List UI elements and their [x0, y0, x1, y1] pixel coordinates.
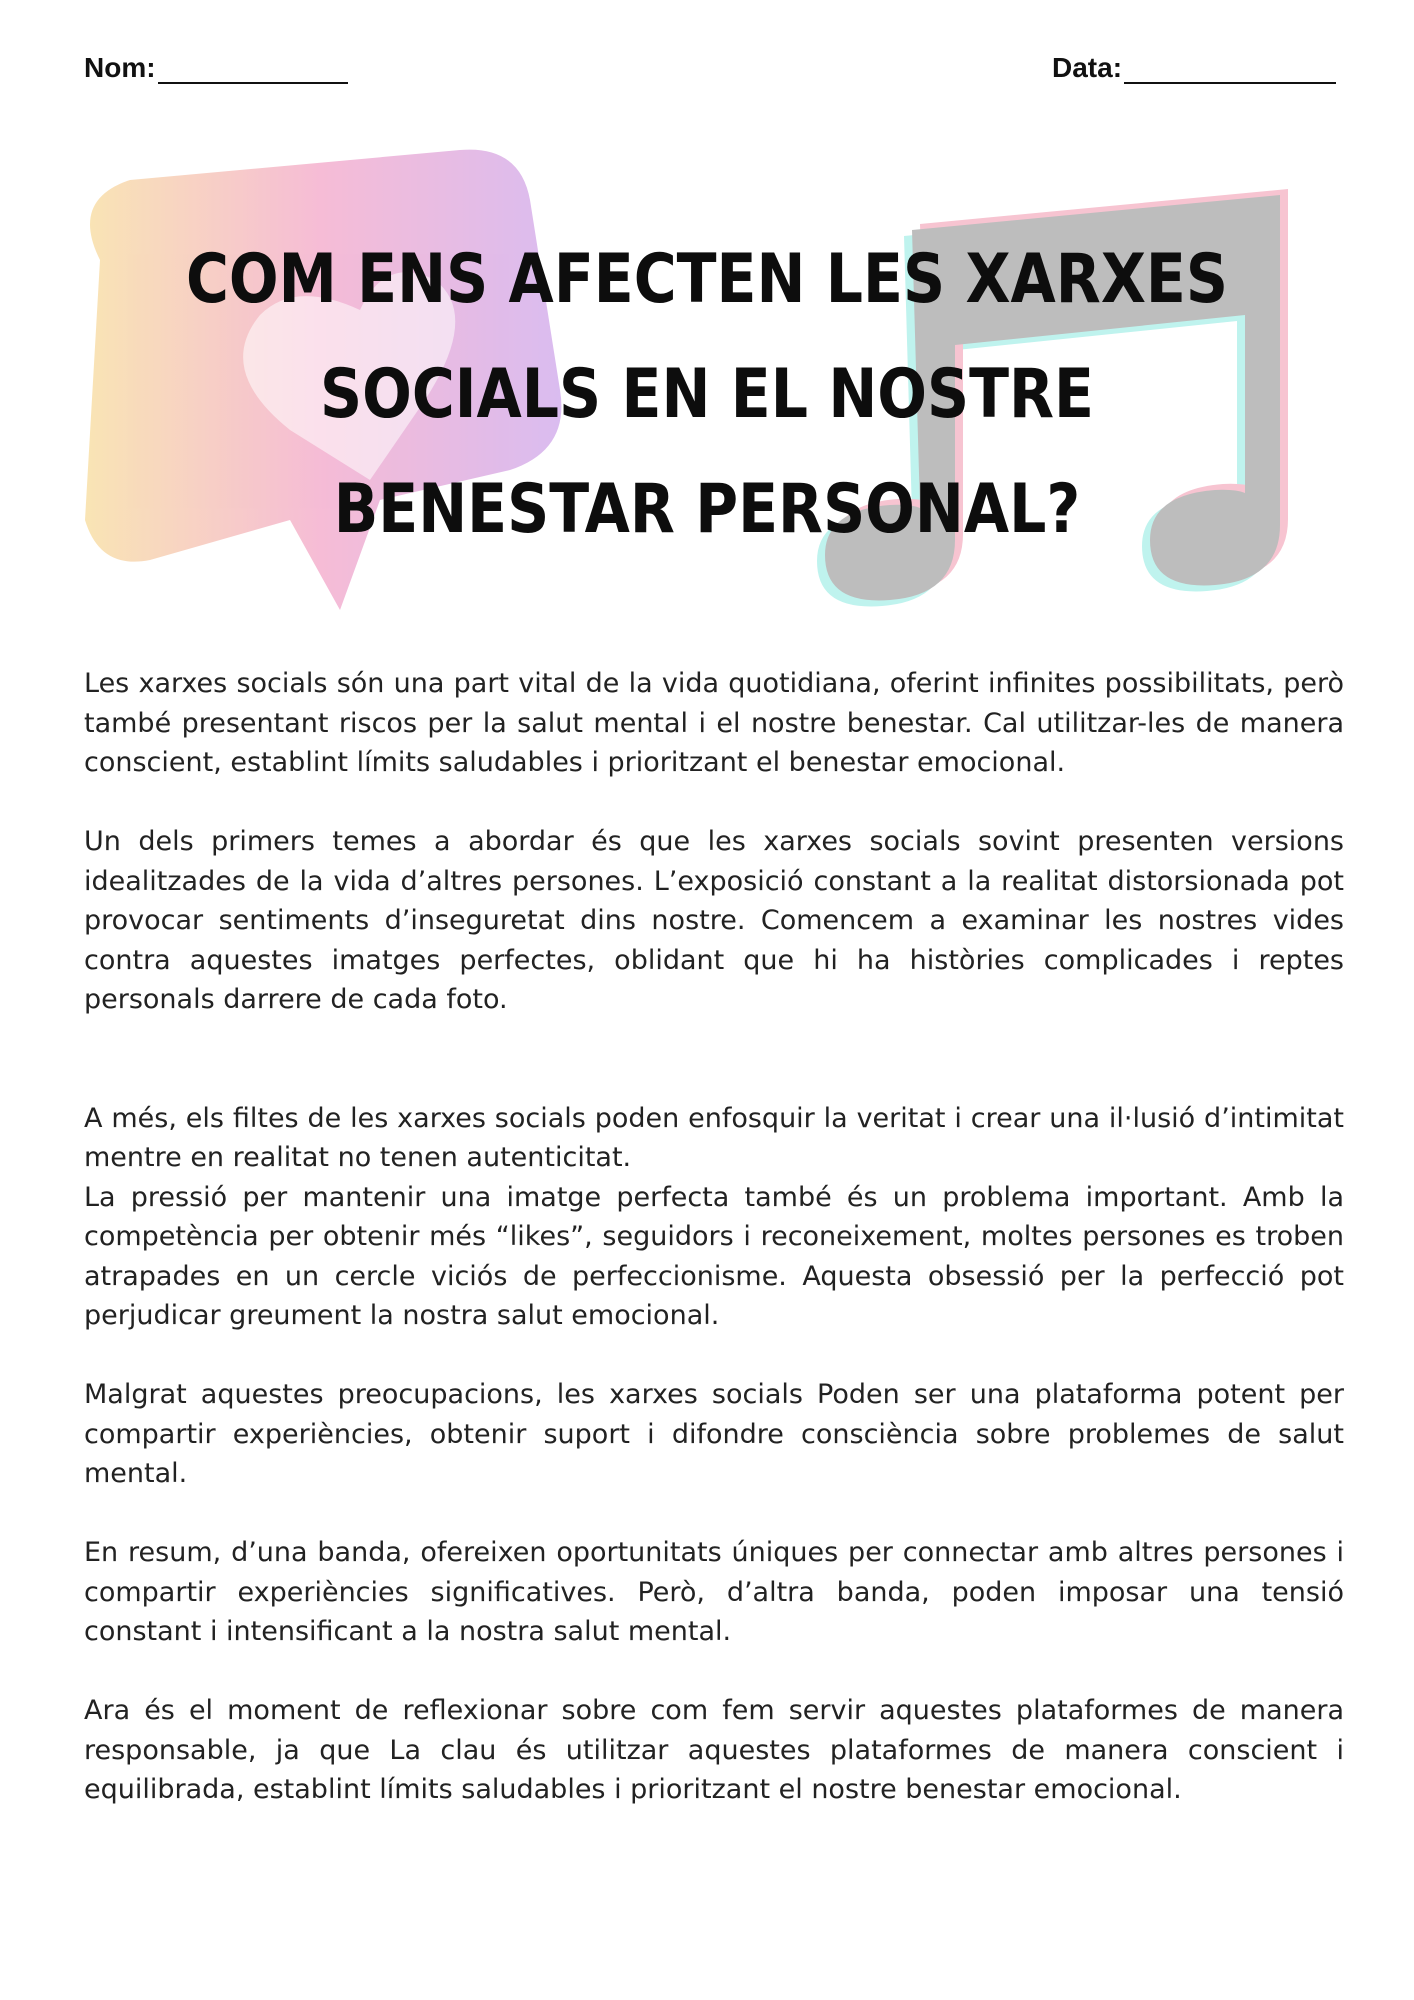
name-blank-line[interactable]: [158, 52, 348, 84]
name-label: Nom:: [84, 52, 156, 83]
date-label: Data:: [1052, 52, 1123, 83]
paragraph-perfect-image: La pressió per mantenir una imatge perfecta també és un problema important. Amb la competència per obtenir més “likes”, seguidors i reconeixement, moltes persones es troben atrapades en un cercle viciós de perfeccionisme. Aquesta obsessió per la perfecció pot perjudicar greument la nostra salut emocional.: [84, 1181, 1344, 1331]
paragraph-summary: En resum, d’una banda, ofereixen oportunitats úniques per connectar amb altres persones i compartir experiències significatives. Però, d’altra banda, poden imposar una tensió constant i intensificant a la nostra salut mental.: [84, 1537, 1344, 1647]
date-field[interactable]: [1052, 52, 1336, 84]
article-body: [84, 664, 1344, 1849]
page-title: COM ENS AFECTEN LES XARXES SOCIALS EN EL NOSTRE BENESTAR PERSONAL?: [186, 240, 1228, 549]
paragraph-idealized-lives: Un dels primers temes a abordar és que les xarxes socials sovint presenten versions idealitzades de la vida d’altres persones. L’exposició constant a la realitat distorsionada pot provocar sentiments d’inseguretat dins nostre. Comencem a examinar les nostres vides contra aquestes imatges perfectes, oblidant que hi ha històries complicades i reptes personals darrere de cada foto.: [84, 826, 1344, 1015]
paragraph-reflection: Ara és el moment de reflexionar sobre com fem servir aquestes plataformes de manera responsable, ja que La clau és utilitzar aquestes plataformes de manera conscient i equilibrada, establint límits saludables i prioritzant el nostre benestar emocional.: [84, 1695, 1344, 1805]
date-blank-line[interactable]: [1124, 52, 1336, 84]
name-field[interactable]: [84, 52, 348, 84]
paragraph-filters: A més, els filtes de les xarxes socials poden enfosquir la veritat i crear una il·lusió d’intimitat mentre en realitat no tenen autenticitat.: [84, 1102, 1344, 1173]
paragraph-intro: Les xarxes socials són una part vital de la vida quotidiana, oferint infinites possibilitats, però també presentant riscos per la salut mental i el nostre benestar. Cal utilitzar-les de manera conscient, establint límits saludables i prioritzant el benestar emocional.: [84, 668, 1344, 778]
paragraph-platform-support: Malgrat aquestes preocupacions, les xarxes socials Poden ser una plataforma potent per compartir experiències, obtenir suport i difondre consciència sobre problemes de salut mental.: [84, 1379, 1344, 1489]
